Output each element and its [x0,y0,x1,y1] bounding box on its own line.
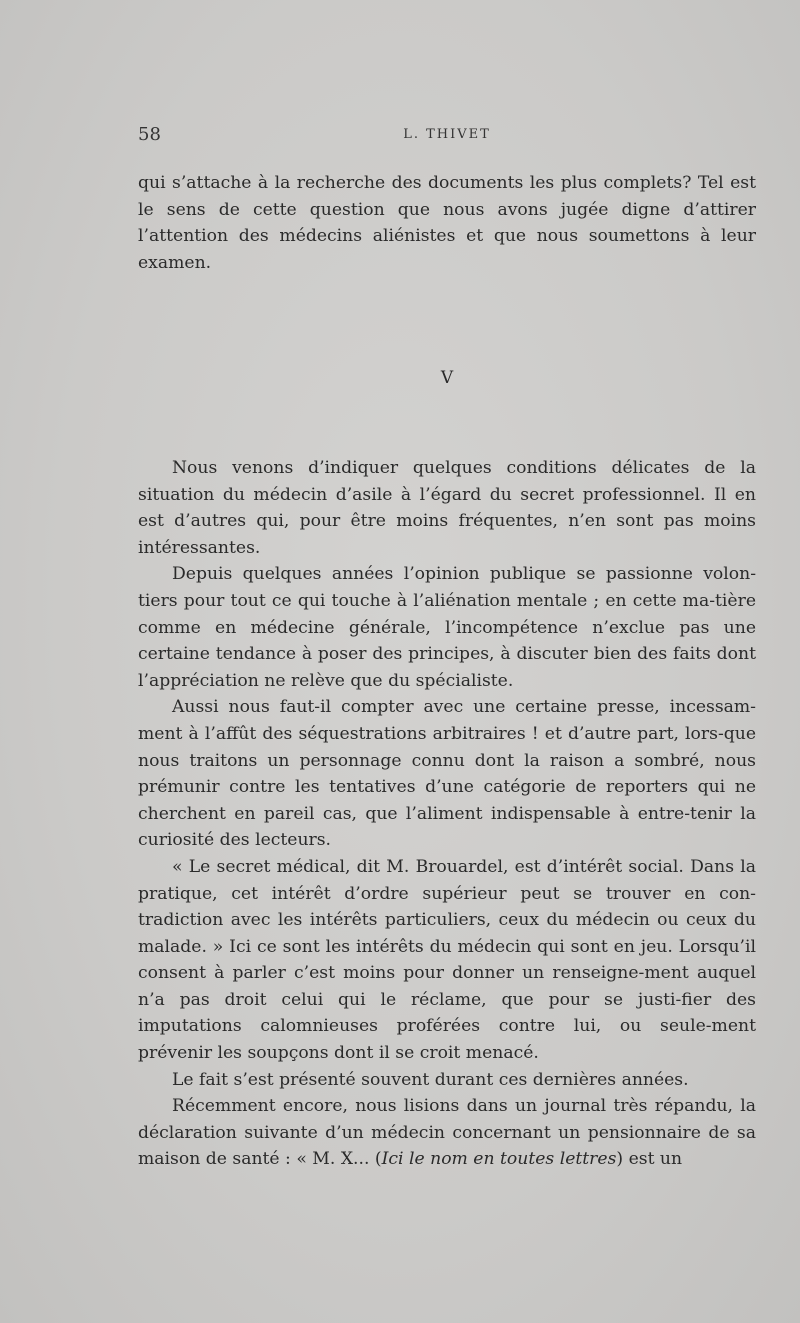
paragraph: Aussi nous faut-il compter avec une certaine presse, incessam-ment à l’affût des séquestrations arbitraires ! et d’autre part, lors-que nous traitons un personnage connu dont la raison a sombré, nous prémunir contre les tentatives d’une catégorie de reporters qui ne cherchent en pareil cas, que l’aliment indispensable à entre-tenir la curiosité des lecteurs. [138,697,756,851]
italic-aside: Ici le nom en toutes lettres [381,1149,617,1170]
paragraph: Nous venons d’indiquer quelques conditions délicates de la situation du médecin d’asile à l’égard du secret professionnel. Il en est d’autres qui, pour être moins fréquentes, n’en sont pas moins intéressantes. [138,458,756,558]
last-paragraph-start: Récemment encore, nous lisions dans un journal très répandu, la déclaration suivante d’un médecin concernant un pensionnaire de sa maison de santé : « M. X... ( [138,1096,756,1170]
paragraph: « Le secret médical, dit M. Brouardel, est d’intérêt social. Dans la pratique, cet intérêt d’ordre supérieur peut se trouver en con-tradiction avec les intérêts particuliers, ceux du médecin ou ceux du malade. » Ici ce sont les intérêts du médecin qui sont en jeu. Lorsqu’il consent à parler c’est moins pour donner un renseigne-ment auquel n’a pas droit celui qui le réclame, que pour se justi-fier des imputations calomnieuses proférées contre lui, ou seule-ment prévenir les soupçons dont il se croit menacé. [138,856,756,1064]
last-paragraph [138,1093,756,1173]
page-number: 58 [138,124,161,145]
opening-paragraph: qui s’attache à la recherche des documents les plus complets? Tel est le sens de cette question que nous avons jugée digne d’attirer l’attention des médecins aliénistes et que nous soumettons à leur examen. [138,173,756,273]
last-paragraph-end: ) est un [616,1149,683,1170]
opening-text-block [138,170,756,276]
page-header [138,124,756,148]
paragraph: Depuis quelques années l’opinion publique se passionne volon-tiers pour tout ce qui touche à l’aliénation mentale ; en cette ma-tière comme en médecine générale, l’incompétence n’exclue pas une certaine tendance à poser des principes, à discuter bien des faits dont l’appréciation ne relève que du spécialiste. [138,564,756,691]
section-heading: V [440,368,454,388]
section-body [138,455,756,1173]
running-head: L. THIVET [403,127,491,142]
paragraph: Le fait s’est présenté souvent durant ces dernières années. [172,1069,689,1090]
